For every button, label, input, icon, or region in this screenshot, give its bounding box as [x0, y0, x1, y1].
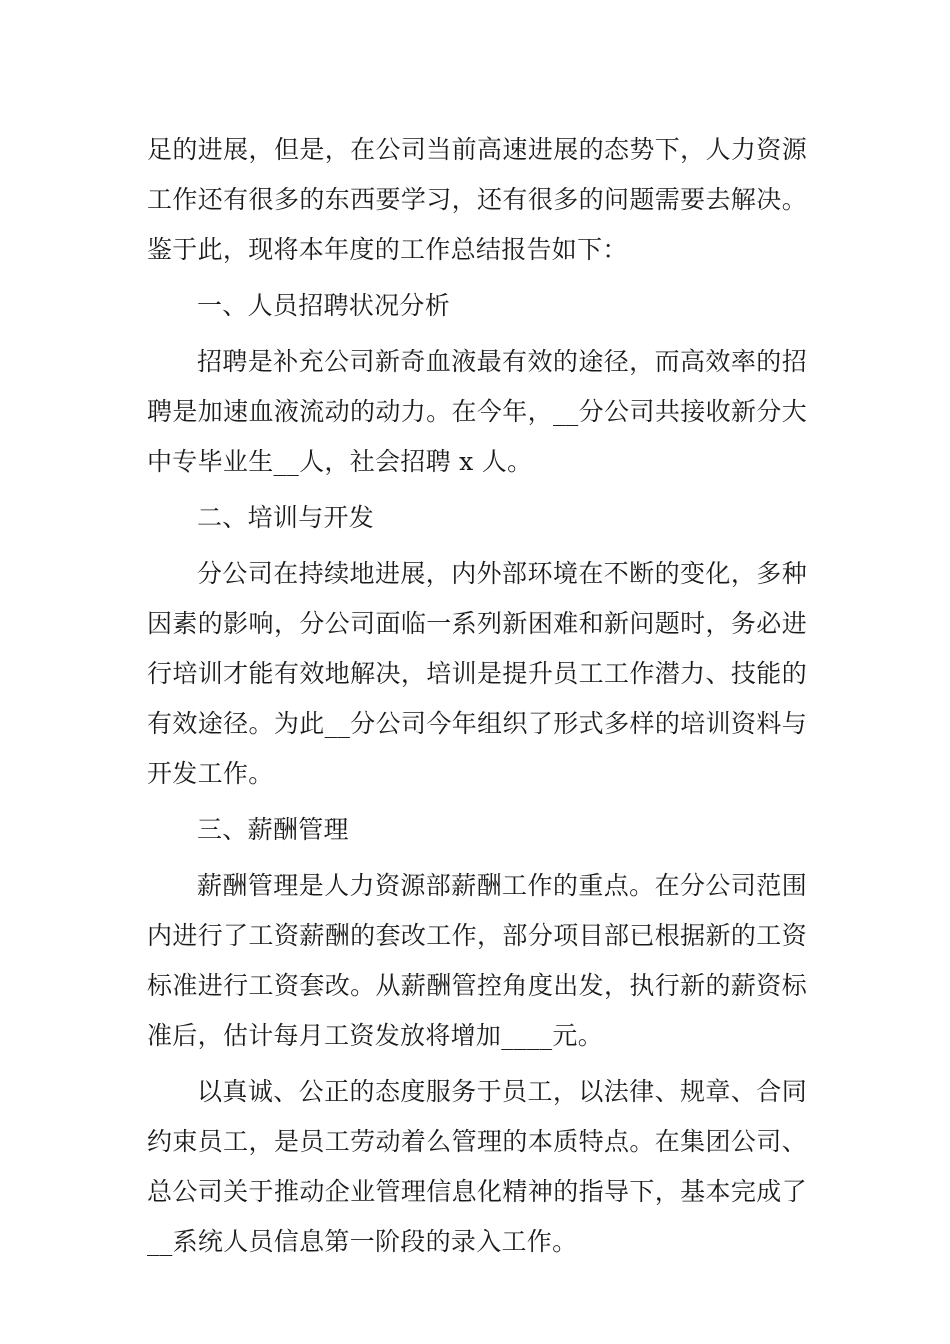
- paragraph-compensation: 薪酬管理是人力资源部薪酬工作的重点。在分公司范围内进行了工资薪酬的套改工作，部分项目部已根据新的工资标准进行工资套改。从薪酬管控角度出发，执行新的薪资标准后，估计每月工资发放将增加____元。: [147, 871, 807, 1050]
- section-heading-recruitment: 一、人员招聘状况分析: [197, 291, 451, 320]
- paragraph-intro: 足的进展，但是，在公司当前高速进展的态势下，人力资源工作还有很多的东西要学习，还有很多的问题需要去解决。鉴于此，现将本年度的工作总结报告如下：: [147, 135, 807, 264]
- section-heading-training: 二、培训与开发: [197, 503, 375, 532]
- document-body: [147, 125, 807, 1267]
- section-heading-compensation: 三、薪酬管理: [197, 815, 349, 844]
- paragraph-recruitment: 招聘是补充公司新奇血液最有效的途径，而高效率的招聘是加速血液流动的动力。在今年，__分公司共接收新分大中专毕业生__人，社会招聘 x 人。: [147, 347, 807, 476]
- paragraph-employee-management: 以真诚、公正的态度服务于员工，以法律、规章、合同约束员工，是员工劳动着么管理的本质特点。在集团公司、总公司关于推动企业管理信息化精神的指导下，基本完成了__系统人员信息第一阶段的录入工作。: [147, 1077, 807, 1256]
- paragraph-training: 分公司在持续地进展，内外部环境在不断的变化，多种因素的影响，分公司面临一系列新困难和新问题时，务必进行培训才能有效地解决，培训是提升员工工作潜力、技能的有效途径。为此__分公司今年组织了形式多样的培训资料与开发工作。: [147, 559, 807, 788]
